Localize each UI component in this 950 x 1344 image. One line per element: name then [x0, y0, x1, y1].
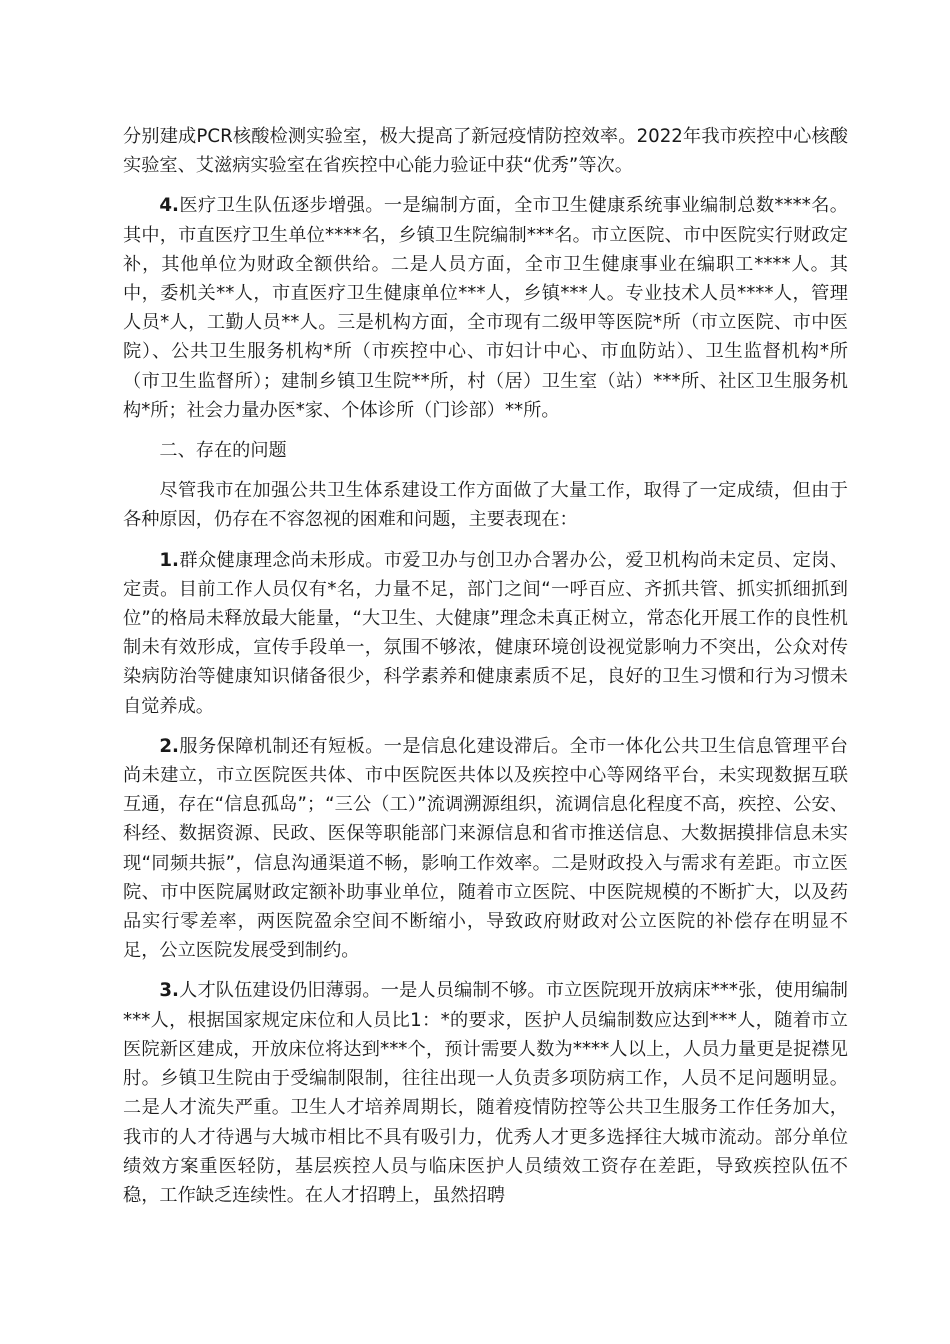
- section-heading: [123, 436, 848, 465]
- document-page: [123, 122, 848, 1221]
- paragraph-service-support: [123, 732, 848, 966]
- paragraph-intro: [123, 476, 848, 534]
- paragraph-health-awareness: [123, 546, 848, 721]
- paragraph-text: 人才队伍建设仍旧薄弱。一是人员编制不够。市立医院现开放病床***张，使用编制***人，根据国家规定床位和人员比1：*的要求，医护人员编制数应达到***人，随着市立医院新区建成，开放床位将达到***个，预计需要人数为****人以上，人员力量更是捉襟见肘。乡镇卫生院由于受编制限制，往往出现一人负责多项防病工作，人员不足问题明显。二是人才流失严重。卫生人才培养周期长，随着疫情防控等公共卫生服务工作任务加大，我市的人才待遇与大城市相比不具有吸引力，优秀人才更多选择往大城市流动。部分单位绩效方案重医轻防，基层疾控人员与临床医护人员绩效工资存在差距，导致疾控队伍不稳，工作缺乏连续性。在人才招聘上，虽然招聘: [123, 980, 848, 1206]
- paragraph-text: 分别建成PCR核酸检测实验室，极大提高了新冠疫情防控效率。2022年我市疾控中心核酸实验室、艾滋病实验室在省疾控中心能力验证中获“优秀”等次。: [123, 126, 848, 177]
- paragraph-number: 1.: [159, 549, 179, 571]
- paragraph-text: 群众健康理念尚未形成。市爱卫办与创卫办合署办公，爱卫机构尚未定员、定岗、定责。目前工作人员仅有*名，力量不足，部门之间“一呼百应、齐抓共管、抓实抓细抓到位”的格局未释放最大能量，“大卫生、大健康”理念未真正树立，常态化开展工作的良性机制未有效形成，宣传手段单一，氛围不够浓，健康环境创设视觉影响力不突出，公众对传染病防治等健康知识储备很少，科学素养和健康素质不足，良好的卫生习惯和行为习惯未自觉养成。: [123, 549, 848, 717]
- paragraph-talent-team: [123, 976, 848, 1210]
- heading-text: 二、存在的问题: [159, 440, 287, 462]
- paragraph-text: 服务保障机制还有短板。一是信息化建设滞后。全市一体化公共卫生信息管理平台尚未建立，市立医院医共体、市中医院医共体以及疾控中心等网络平台，未实现数据互联互通，存在“信息孤岛”；“三公（工）”流调溯源组织，流调信息化程度不高，疾控、公安、科经、数据资源、民政、医保等职能部门来源信息和省市推送信息、大数据摸排信息未实现“同频共振”，信息沟通渠道不畅，影响工作效率。二是财政投入与需求有差距。市立医院、市中医院属财政定额补助事业单位，随着市立医院、中医院规模的不断扩大，以及药品实行零差率，两医院盈余空间不断缩小，导致政府财政对公立医院的补偿存在明显不足，公立医院发展受到制约。: [123, 735, 848, 962]
- paragraph-text: 尽管我市在加强公共卫生体系建设工作方面做了大量工作，取得了一定成绩，但由于各种原因，仍存在不容忽视的困难和问题，主要表现在：: [123, 480, 848, 531]
- paragraph-number: 3.: [159, 980, 179, 1002]
- paragraph-number: 4.: [159, 195, 179, 217]
- paragraph-number: 2.: [159, 735, 179, 757]
- paragraph-text: 医疗卫生队伍逐步增强。一是编制方面，全市卫生健康系统事业编制总数****名。其中，市直医疗卫生单位****名，乡镇卫生院编制***名。市立医院、市中医院实行财政定补，其他单位为财政全额供给。二是人员方面，全市卫生健康事业在编职工****人。其中，委机关**人，市直医疗卫生健康单位***人，乡镇***人。专业技术人员****人，管理人员*人，工勤人员**人。三是机构方面，全市现有二级甲等医院*所（市立医院、市中医院）、公共卫生服务机构*所（市疾控中心、市妇计中心、市血防站）、卫生监督机构*所（市卫生监督所）；建制乡镇卫生院**所，村（居）卫生室（站）***所、社区卫生服务机构*所；社会力量办医*家、个体诊所（门诊部）**所。: [123, 195, 848, 421]
- paragraph-medical-team: [123, 191, 848, 425]
- paragraph-continuation: [123, 122, 848, 180]
